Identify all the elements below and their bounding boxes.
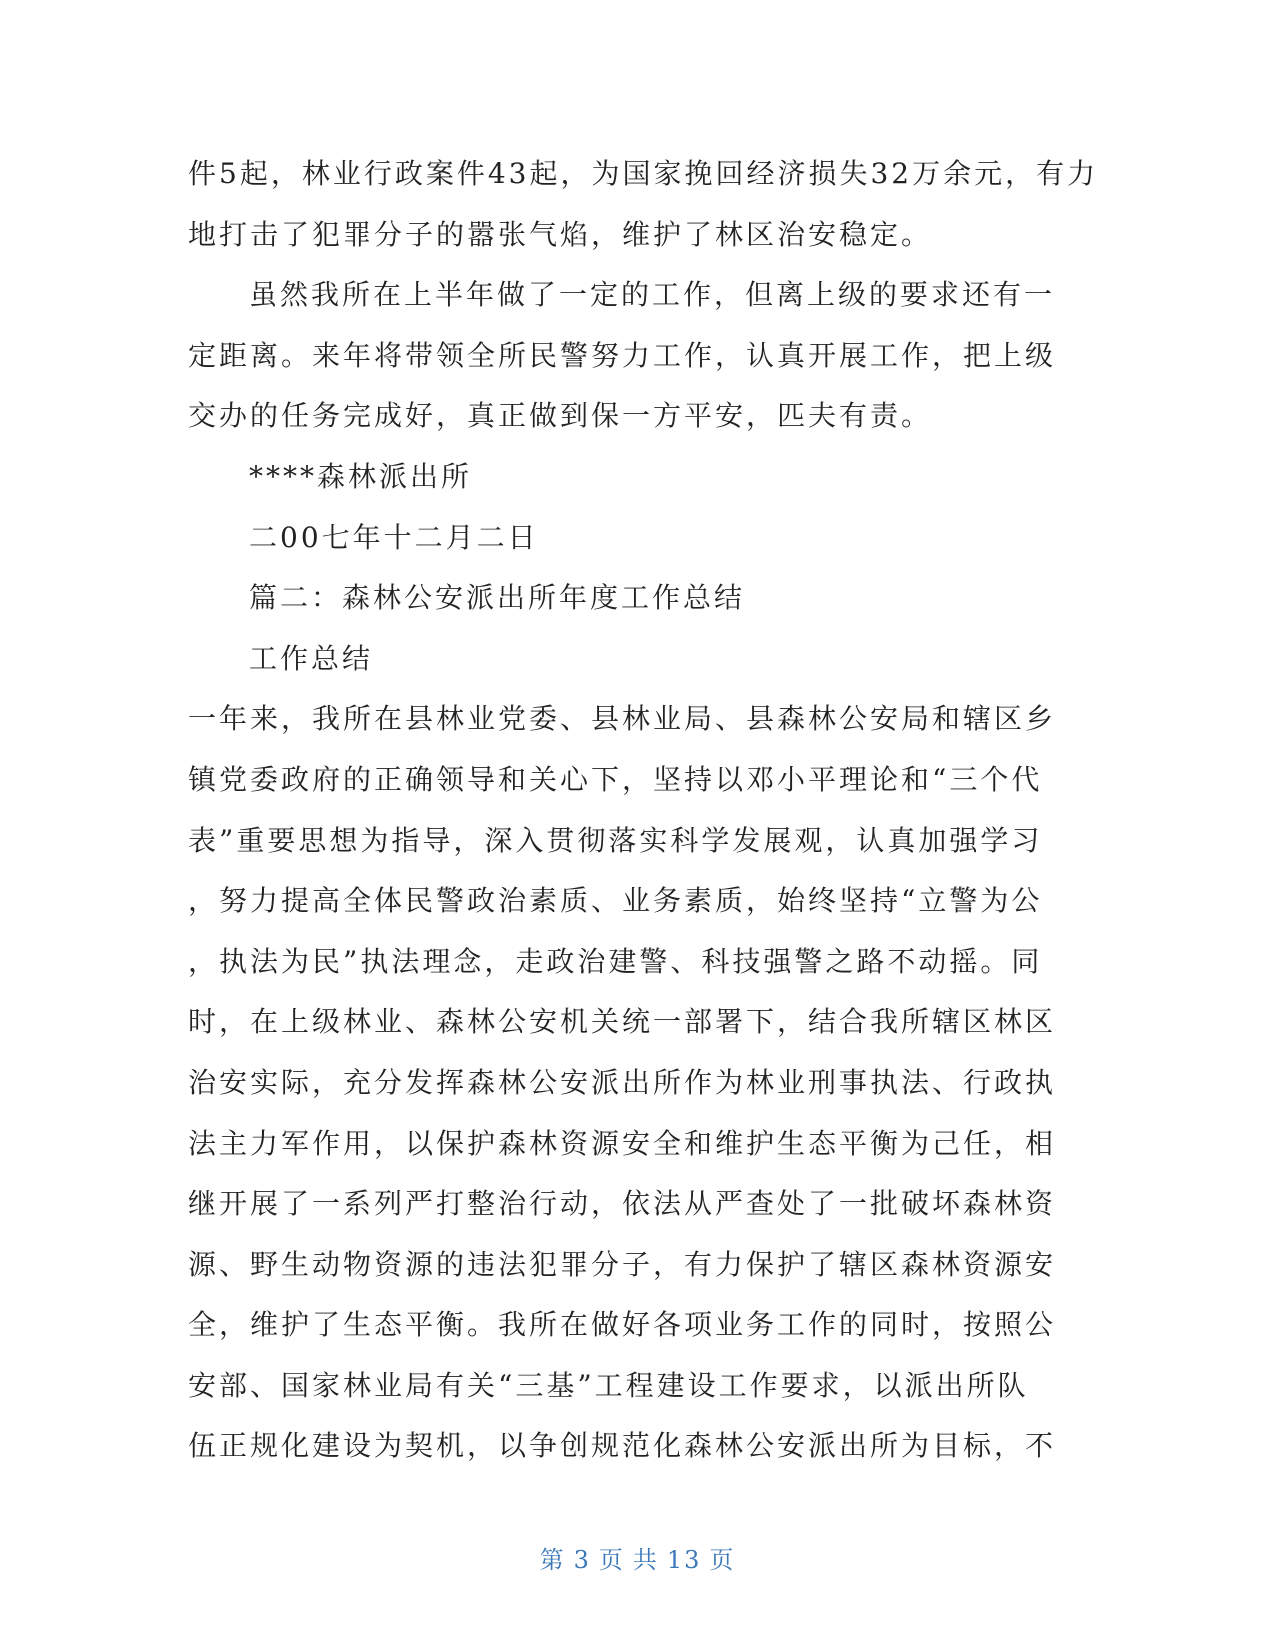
text-line: 地打击了犯罪分子的嚣张气焰，维护了林区治安稳定。 [188, 217, 933, 251]
page-number-footer [0, 1540, 1275, 1575]
text-line: 治安实际，充分发挥森林公安派出所作为林业刑事执法、行政执 [188, 1065, 1057, 1099]
document-body [188, 144, 1099, 1477]
text-line: 定距离。来年将带领全所民警努力工作，认真开展工作，把上级 [188, 338, 1057, 372]
text-line: 镇党委政府的正确领导和关心下，坚持以邓小平理论和“三个代 [188, 762, 1043, 796]
text-line: 伍正规化建设为契机，以争创规范化森林公安派出所为目标，不 [188, 1429, 1057, 1463]
signature-date: 二00七年十二月二日 [249, 520, 539, 554]
text-line: ，执法为民”执法理念，走政治建警、科技强警之路不动摇。同 [188, 944, 1043, 978]
text-line: ，努力提高全体民警政治素质、业务素质，始终坚持“立警为公 [188, 884, 1043, 918]
footer-suffix: 页 [709, 1546, 736, 1574]
text-line: 继开展了一系列严打整治行动，依法从严查处了一批破坏森林资 [188, 1187, 1057, 1221]
text-line: 时，在上级林业、森林公安机关统一部署下，结合我所辖区林区 [188, 1005, 1057, 1039]
section-heading: 篇二：森林公安派出所年度工作总结 [249, 581, 746, 615]
footer-total-pages: 13 [666, 1546, 702, 1574]
footer-page-word: 页 [598, 1546, 625, 1574]
text-line: 安部、国家林业局有关“三基”工程建设工作要求，以派出所队 [188, 1368, 1029, 1402]
text-line: 全，维护了生态平衡。我所在做好各项业务工作的同时，按照公 [188, 1308, 1057, 1342]
text-line: 法主力军作用，以保护森林资源安全和维护生态平衡为己任，相 [188, 1126, 1057, 1160]
footer-current-page: 3 [573, 1546, 591, 1574]
text-line: 表”重要思想为指导，深入贯彻落实科学发展观，认真加强学习 [188, 823, 1043, 857]
footer-total-word: 共 [632, 1546, 659, 1574]
text-line: 一年来，我所在县林业党委、县林业局、县森林公安局和辖区乡 [188, 702, 1057, 736]
text-line: 虽然我所在上半年做了一定的工作，但离上级的要求还有一 [249, 278, 1056, 312]
text-line: 交办的任务完成好，真正做到保一方平安，匹夫有责。 [188, 399, 933, 433]
footer-prefix: 第 [539, 1546, 566, 1574]
text-line: 件5起，林业行政案件43起，为国家挽回经济损失32万余元，有力 [188, 157, 1099, 190]
signature-org: ****森林派出所 [249, 459, 473, 493]
section-subheading: 工作总结 [249, 641, 374, 675]
text-line: 源、野生动物资源的违法犯罪分子，有力保护了辖区森林资源安 [188, 1247, 1057, 1281]
